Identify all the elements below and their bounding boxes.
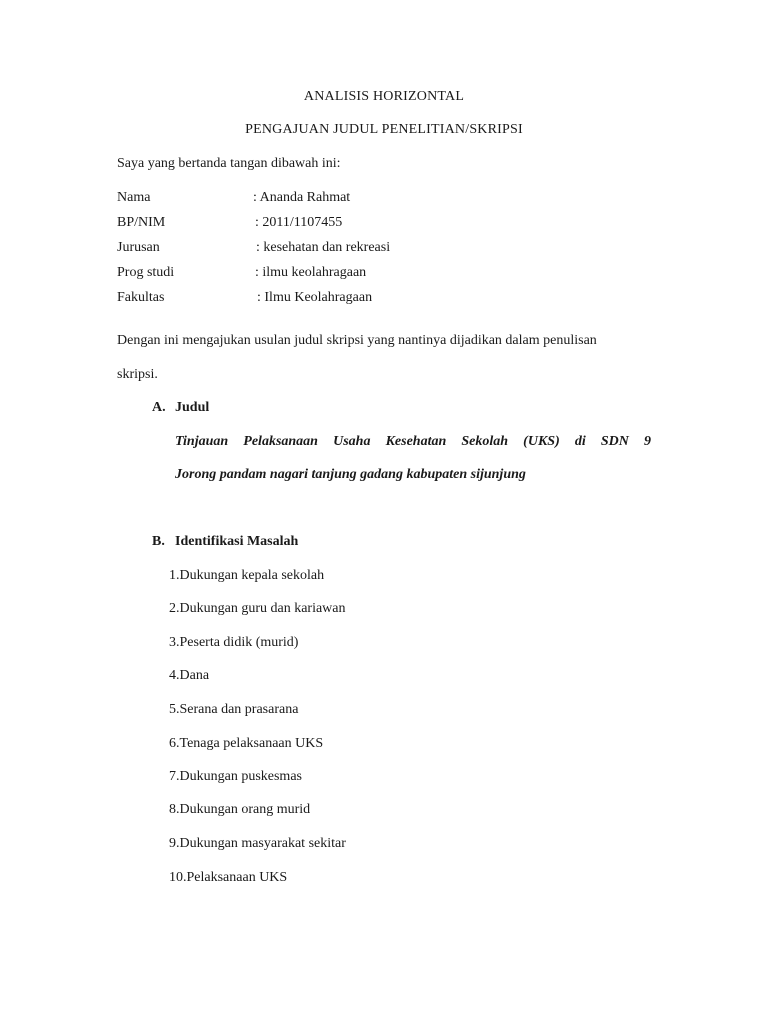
section-a-marker: A. [152, 400, 166, 415]
field-value-fakultas: : Ilmu Keolahragaan [257, 290, 373, 305]
field-label-nim: BP/NIM [117, 215, 166, 230]
field-value-nama: : Ananda Rahmat [253, 190, 351, 205]
intro-text: Saya yang bertanda tangan dibawah ini: [117, 156, 341, 171]
problem-list-item: 8.Dukungan orang murid [169, 802, 311, 817]
problem-list-item: 1.Dukungan kepala sekolah [169, 568, 325, 583]
proposal-paragraph-line-1: Dengan ini mengajukan usulan judul skripsi yang nantinya dijadikan dalam penulisan [117, 333, 597, 348]
field-value-nim: : 2011/1107455 [255, 215, 343, 230]
problem-list-item: 3.Peserta didik (murid) [169, 635, 299, 650]
problem-list-item: 6.Tenaga pelaksanaan UKS [169, 736, 324, 751]
research-title-line-2: Jorong pandam nagari tanjung gadang kabupaten sijunjung [175, 467, 526, 482]
research-title-line-1: Tinjauan Pelaksanaan Usaha Kesehatan Sekolah (UKS) di SDN 9 [175, 434, 651, 449]
problem-list-item: 7.Dukungan puskesmas [169, 769, 302, 784]
field-label-fakultas: Fakultas [117, 290, 165, 305]
section-b-heading: Identifikasi Masalah [175, 534, 299, 549]
problem-list-item: 2.Dukungan guru dan kariawan [169, 601, 346, 616]
problem-list-item: 4.Dana [169, 668, 210, 683]
field-label-jurusan: Jurusan [117, 240, 160, 255]
problem-list-item: 10.Pelaksanaan UKS [169, 870, 288, 885]
problem-list-item: 9.Dukungan masyarakat sekitar [169, 836, 346, 851]
field-value-prog-studi: : ilmu keolahragaan [255, 265, 367, 280]
section-a-heading: Judul [175, 400, 210, 415]
document-subtitle: PENGAJUAN JUDUL PENELITIAN/SKRIPSI [245, 122, 523, 137]
proposal-paragraph-line-2: skripsi. [117, 367, 158, 382]
field-label-prog-studi: Prog studi [117, 265, 175, 280]
section-b-marker: B. [152, 534, 165, 549]
problem-list-item: 5.Serana dan prasarana [169, 702, 299, 717]
document-title: ANALISIS HORIZONTAL [303, 89, 465, 104]
field-label-nama: Nama [117, 190, 151, 205]
field-value-jurusan: : kesehatan dan rekreasi [256, 240, 391, 255]
